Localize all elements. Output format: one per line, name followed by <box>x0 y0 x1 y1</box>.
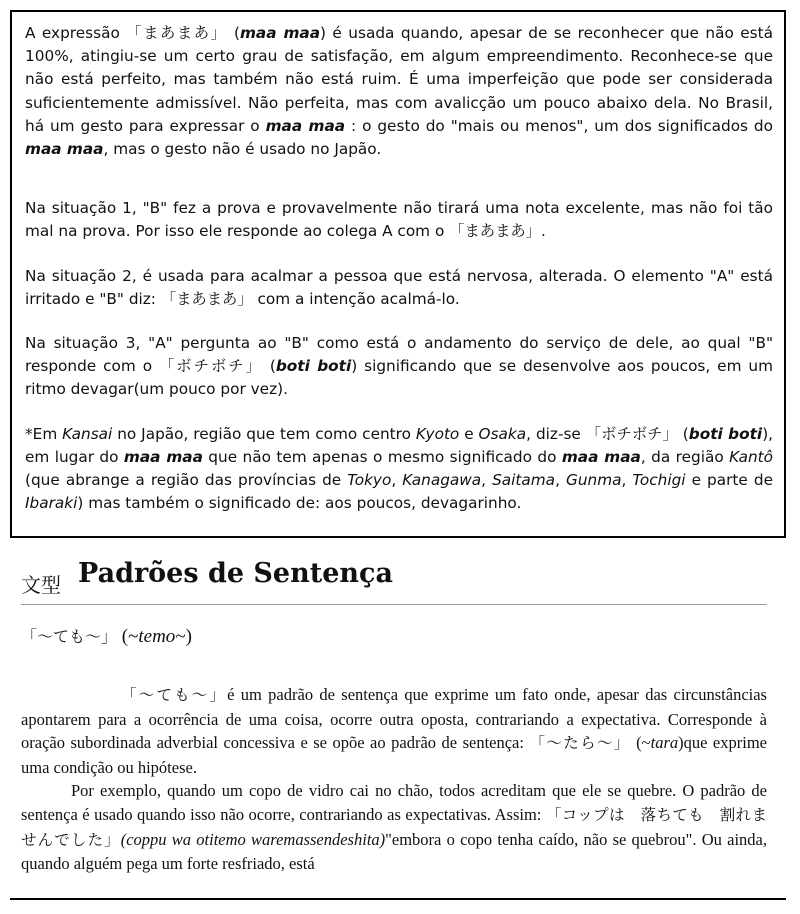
section-jp-tag: 文型 <box>21 573 61 597</box>
example-romaji: (coppu wa otitemo waremassendeshita) <box>120 829 386 849</box>
pattern-romaji: temo <box>138 626 176 647</box>
section-heading <box>21 556 767 605</box>
romaji-term: boti boti <box>688 424 763 443</box>
japanese-term: 「まあまあ」 <box>126 24 228 42</box>
romaji-term: maa maa <box>561 447 641 466</box>
paragraph-situation-2: Na situação 2, é usada para acalmar a pessoa que está nervosa, alterada. O elemento "A" está irritado e "B" diz: 「まあまあ」 com a intenção acalmá-lo. <box>25 266 773 308</box>
japanese-term: 「～たら～」 <box>529 734 631 753</box>
body-text <box>21 683 767 876</box>
romaji-term: maa maa <box>265 116 346 135</box>
section-title: Padrões de Sentença <box>78 558 393 589</box>
romaji-term: maa maa <box>25 140 104 159</box>
paragraph-situation-3: Na situação 3, "A" pergunta ao "B" como está o andamento do serviço de dele, ao qual "B" responde com o 「ボチボチ」 (boti boti) significando que se desenvolve aos poucos, em um ritmo devagar(um pouco por vez). <box>25 334 773 399</box>
japanese-term: 「ボチボチ」 <box>585 424 678 443</box>
paragraph-kansai-note: *Em Kansai no Japão, região que tem como centro Kyoto e Osaka, diz-se 「ボチボチ」 (boti boti), em lugar do maa maa que não tem apenas o mesmo significado do maa maa, da região Kantô (que abrange a região das províncias de Tokyo, Kanagawa, Saitama, Gunma, Tochigi e parte de Ibaraki) mas também o significado de: aos poucos, devagarinho. <box>25 424 774 513</box>
commentary-box <box>10 10 786 538</box>
paragraph-temo-explanation: 「～ても～」é um padrão de sentença que exprime um fato onde, apesar das circunstâncias apontarem para a ocorrência de uma coisa, ocorre outra oposta, contrariando a expectativa. Corresponde à oração subordinada adverbial concessiva e se opõe ao padrão de sentença: 「～たら～」 (~tara)que exprime uma condição ou hipótese. <box>21 685 767 777</box>
paragraph-situation-1: Na situação 1, "B" fez a prova e provavelmente não tirará uma nota excelente, mas não foi tão mal na prova. Por isso ele responde ao colega A com o 「まあまあ」. <box>25 199 773 241</box>
japanese-term: 「まあまあ」 <box>449 222 541 241</box>
romaji-term: maa maa <box>123 447 203 466</box>
japanese-example: 「コップは 落ちても 割れませんでした」 <box>21 805 767 849</box>
paragraph-example: Por exemplo, quando um copo de vidro cai no chão, todos acreditam que ele se quebre. O padrão de sentença é usado quando isso não ocorre, contrariando as expectativas. Assim: 「コップは 落ちても 割れませんでした」(coppu wa otitemo waremassendeshita)"embora o copo tenha caído, não se quebrou". Ou ainda, quando alguém pega um forte resfriado, está <box>21 781 767 874</box>
pattern-subheading: 「～ても～」 (~temo~) <box>21 626 192 647</box>
paragraph-maa-maa-definition: A expressão 「まあまあ」 (maa maa) é usada quando, apesar de se reconhecer que não está 100%, atingiu-se um certo grau de satisfação, em algum empreendimento. Reconhece-se que não está perfeito, mas também não está ruim. É uma imperfeição que pode ser considerada suficientemente admissível. Não perfeita, mas com avalicção um pouco abaixo dela. No Brasil, há um gesto para expressar o maa maa : o gesto do "mais ou menos", um dos significados do maa maa, mas o gesto não é usado no Japão. <box>25 24 774 159</box>
romaji-term: boti boti <box>275 357 352 376</box>
japanese-term: 「ボチボチ」 <box>158 357 263 376</box>
page-border-bottom <box>10 898 786 900</box>
japanese-term: 「～ても～」 <box>121 686 228 704</box>
romaji-term: maa maa <box>239 24 321 42</box>
pattern-jp: 「～ても～」 <box>21 627 118 646</box>
japanese-term: 「まあまあ」 <box>160 289 253 308</box>
